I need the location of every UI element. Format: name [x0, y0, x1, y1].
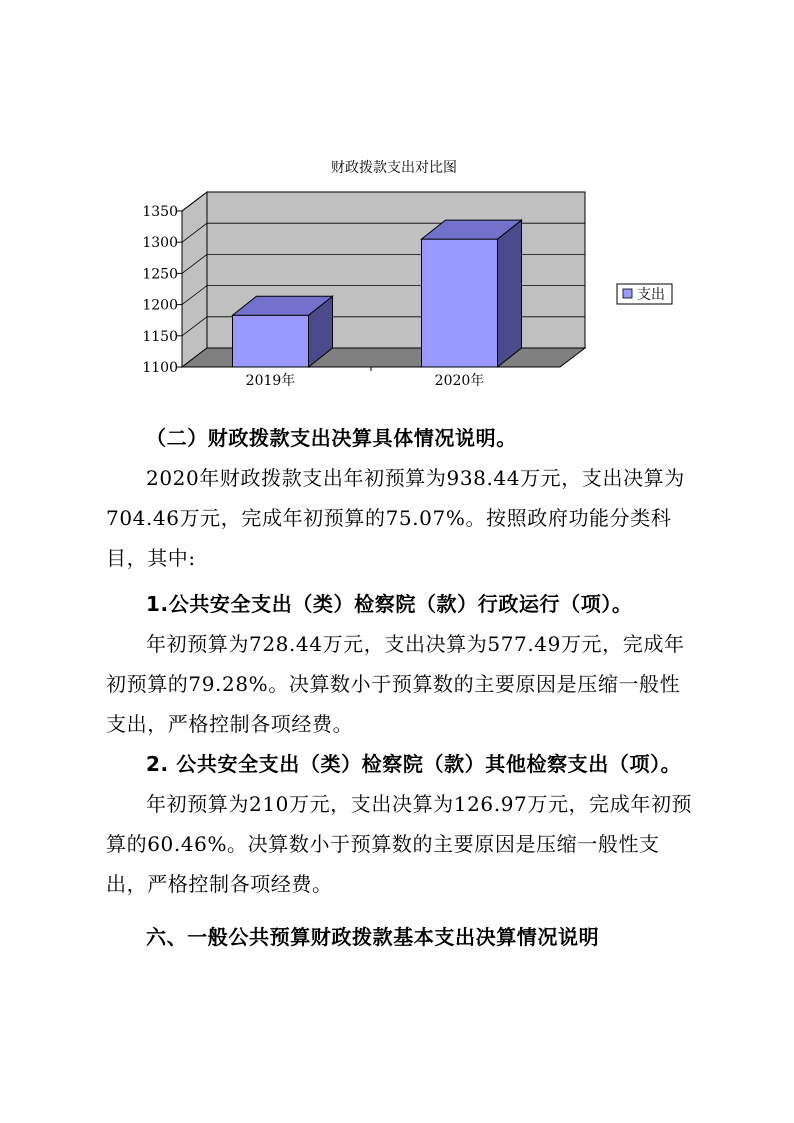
item-1-body: 年初预算为728.44万元，支出决算为577.49万元，完成年初预算的79.28%。决算数小于预算数的主要原因是压缩一般性支出，严格控制各项经费。: [106, 632, 685, 736]
chart-legend: [617, 284, 672, 304]
y-tick-label: 1350: [142, 204, 178, 220]
paragraph-intro: 2020年财政拨款支出年初预算为938.44万元，支出决算为704.46万元，完成年初预算的75.07%。按照政府功能分类科目，其中:: [106, 466, 685, 570]
x-tick-label: 2020年: [434, 373, 485, 389]
expenditure-comparison-chart: [0, 0, 794, 400]
x-tick-label: 2019年: [245, 373, 296, 389]
y-tick-label: 1200: [142, 297, 178, 314]
y-tick-label: 1300: [142, 235, 178, 252]
bar-front: [233, 315, 309, 367]
y-tick-label: 1250: [142, 266, 178, 283]
chart-title: 财政拨款支出对比图: [331, 160, 457, 176]
chart-side-wall: [182, 192, 207, 367]
bar-front: [422, 239, 498, 367]
y-tick-label: 1100: [142, 360, 178, 376]
item-2-body: 年初预算为210万元，支出决算为126.97万元，完成年初预算的60.46%。决算数小于预算数的主要原因是压缩一般性支出，严格控制各项经费。: [106, 792, 693, 896]
legend-swatch: [623, 289, 632, 298]
section-heading-2: （二）财政拨款支出决算具体情况说明。: [146, 426, 517, 450]
bar-side: [498, 220, 522, 367]
legend-label: 支出: [637, 287, 665, 303]
item-2-heading: 2. 公共安全支出（类）检察院（款）其他检察支出（项）。: [146, 752, 682, 776]
y-tick-label: 1150: [142, 328, 178, 345]
chart-plot-area: [142, 192, 585, 389]
section-heading-6: 六、一般公共预算财政拨款基本支出决算情况说明: [146, 925, 600, 949]
item-1-heading: 1.公共安全支出（类）检察院（款）行政运行（项）。: [146, 592, 633, 616]
